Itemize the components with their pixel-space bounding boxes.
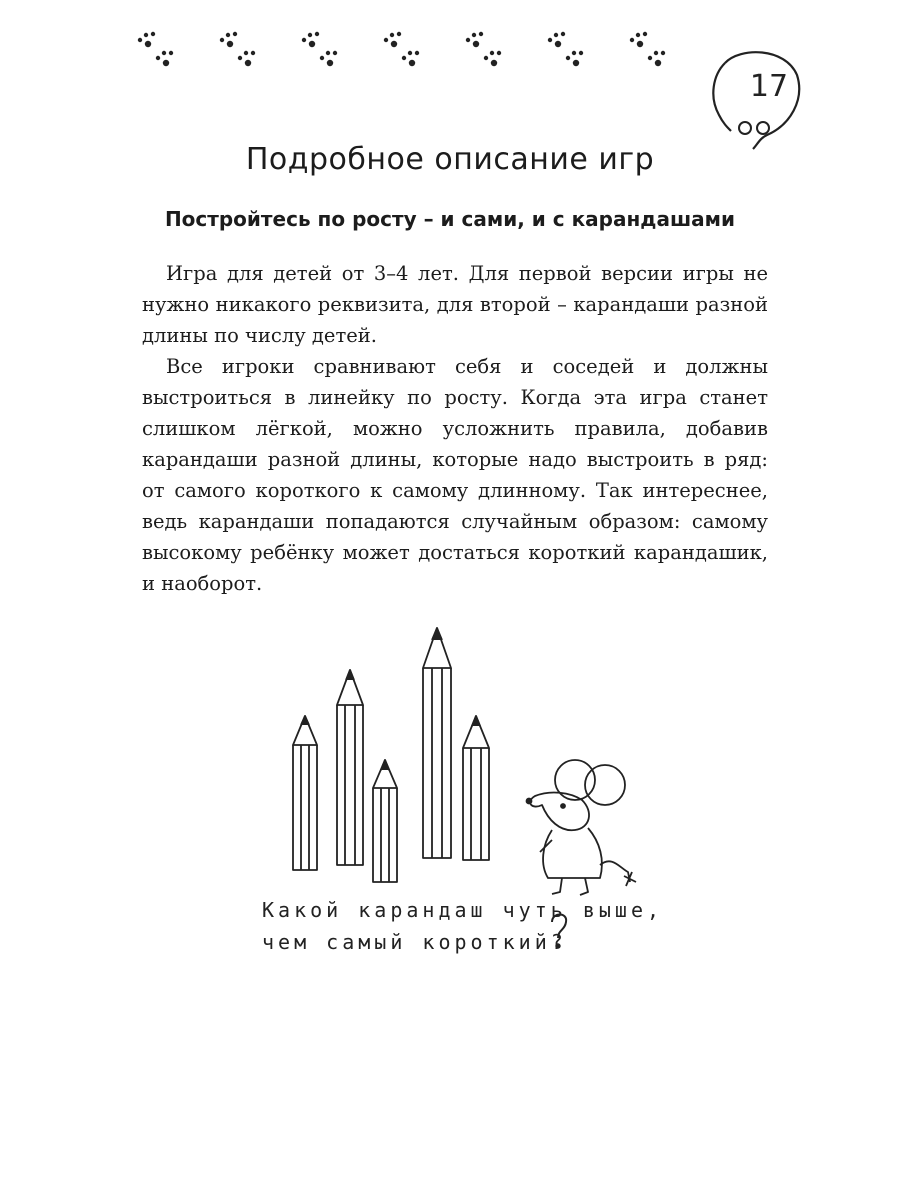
mouse-character	[527, 760, 637, 895]
paw-print-icon	[212, 22, 262, 82]
body-text	[142, 258, 768, 599]
caption-line-2: чем самый короткий?	[262, 930, 567, 954]
section-title: Постройтесь по росту – и сами, и с карандашами	[164, 207, 736, 231]
pencil-3	[373, 760, 397, 882]
paw-prints-decoration	[130, 22, 690, 82]
pencils-illustration	[180, 620, 740, 1100]
paw-print-icon	[540, 22, 590, 82]
pencils-drawing	[180, 620, 740, 1100]
caption-line-1: Какой карандаш чуть выше,	[262, 898, 664, 922]
paw-print-icon	[130, 22, 180, 82]
page-number-badge	[705, 45, 805, 155]
paw-print-icon	[458, 22, 508, 82]
paw-print-icon	[622, 22, 672, 82]
page-number: 17	[749, 69, 789, 104]
pencil-2	[337, 670, 363, 865]
chapter-title: Подробное описание игр	[245, 142, 655, 177]
pencil-5	[463, 716, 489, 860]
paragraph: Игра для детей от 3–4 лет. Для первой версии игры не нужно никакого реквизита, для второй – карандаши разной длины по числу детей.	[142, 262, 768, 347]
paw-print-icon	[294, 22, 344, 82]
paw-print-icon	[376, 22, 426, 82]
pencil-1	[293, 716, 317, 870]
pencil-4	[423, 628, 451, 858]
paragraph: Все игроки сравнивают себя и соседей и должны выстроиться в линейку по росту. Когда эта игра станет слишком лёгкой, можно усложнить правила, добавив карандаши разной длины, которые надо выстроить в ряд: от самого короткого к самому длинному. Так интереснее, ведь карандаши попадаются случайным образом: самому высокому ребёнку может достаться короткий карандашик, и наоборот.	[142, 355, 768, 595]
